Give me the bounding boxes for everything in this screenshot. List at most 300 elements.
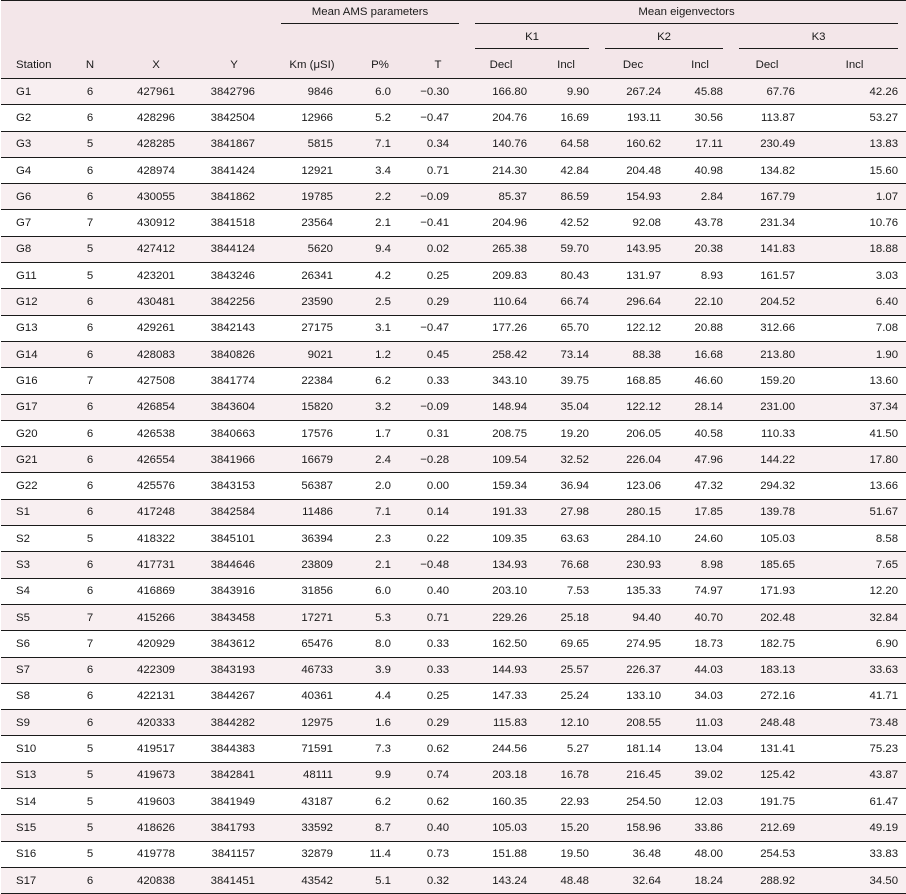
cell-t: 0.00 xyxy=(409,473,467,499)
cell-p: 2.1 xyxy=(351,552,409,578)
cell-k2-dec: 158.96 xyxy=(597,815,669,841)
k1-header: K1 xyxy=(467,28,597,52)
table-row xyxy=(1,683,906,709)
col-k2-incl: Incl xyxy=(669,52,731,79)
cell-station: S17 xyxy=(1,867,63,893)
cell-n: 6 xyxy=(63,657,117,683)
cell-k1-decl: 144.93 xyxy=(467,657,535,683)
cell-station: G2 xyxy=(1,105,63,131)
cell-k2-dec: 280.15 xyxy=(597,499,669,525)
cell-k1-decl: 109.54 xyxy=(467,447,535,473)
cell-station: S4 xyxy=(1,578,63,604)
cell-km: 56387 xyxy=(273,473,351,499)
cell-km: 43542 xyxy=(273,867,351,893)
cell-k3-decl: 167.79 xyxy=(731,184,803,210)
cell-k2-incl: 74.97 xyxy=(669,578,731,604)
cell-k1-incl: 36.94 xyxy=(535,473,597,499)
cell-n: 6 xyxy=(63,867,117,893)
cell-k2-dec: 135.33 xyxy=(597,578,669,604)
cell-k1-incl: 16.78 xyxy=(535,762,597,788)
cell-t: 0.71 xyxy=(409,157,467,183)
cell-k1-decl: 204.96 xyxy=(467,210,535,236)
cell-station: G20 xyxy=(1,420,63,446)
cell-k1-incl: 86.59 xyxy=(535,184,597,210)
cell-k1-decl: 177.26 xyxy=(467,315,535,341)
cell-x: 423201 xyxy=(117,263,195,289)
cell-x: 415266 xyxy=(117,604,195,630)
cell-p: 5.1 xyxy=(351,867,409,893)
cell-x: 427961 xyxy=(117,79,195,105)
cell-km: 22384 xyxy=(273,368,351,394)
table-row xyxy=(1,394,906,420)
cell-y: 3841966 xyxy=(195,447,273,473)
cell-km: 5815 xyxy=(273,131,351,157)
cell-k3-decl: 134.82 xyxy=(731,157,803,183)
cell-k1-incl: 64.58 xyxy=(535,131,597,157)
table-row xyxy=(1,263,906,289)
cell-k3-incl: 13.83 xyxy=(803,131,906,157)
cell-k2-incl: 17.85 xyxy=(669,499,731,525)
cell-k1-decl: 148.94 xyxy=(467,394,535,420)
cell-station: G6 xyxy=(1,184,63,210)
cell-k2-incl: 40.70 xyxy=(669,604,731,630)
col-x: X xyxy=(117,52,195,79)
cell-y: 3842584 xyxy=(195,499,273,525)
cell-k1-incl: 5.27 xyxy=(535,736,597,762)
cell-k2-incl: 20.38 xyxy=(669,236,731,262)
ams-table xyxy=(1,0,906,894)
cell-k1-decl: 147.33 xyxy=(467,683,535,709)
table-row xyxy=(1,473,906,499)
cell-k2-dec: 88.38 xyxy=(597,341,669,367)
cell-station: S2 xyxy=(1,526,63,552)
cell-p: 3.9 xyxy=(351,657,409,683)
cell-y: 3843153 xyxy=(195,473,273,499)
cell-k3-decl: 213.80 xyxy=(731,341,803,367)
cell-station: G3 xyxy=(1,131,63,157)
cell-p: 6.0 xyxy=(351,79,409,105)
cell-k1-decl: 151.88 xyxy=(467,841,535,867)
table-row xyxy=(1,867,906,893)
cell-n: 5 xyxy=(63,131,117,157)
cell-km: 27175 xyxy=(273,315,351,341)
cell-x: 427508 xyxy=(117,368,195,394)
cell-k1-incl: 63.63 xyxy=(535,526,597,552)
cell-n: 6 xyxy=(63,420,117,446)
cell-km: 40361 xyxy=(273,683,351,709)
cell-y: 3843193 xyxy=(195,657,273,683)
cell-n: 7 xyxy=(63,604,117,630)
table-row xyxy=(1,762,906,788)
cell-k2-dec: 193.11 xyxy=(597,105,669,131)
cell-p: 11.4 xyxy=(351,841,409,867)
cell-k1-incl: 32.52 xyxy=(535,447,597,473)
cell-k1-incl: 80.43 xyxy=(535,263,597,289)
cell-k3-decl: 125.42 xyxy=(731,762,803,788)
cell-km: 11486 xyxy=(273,499,351,525)
cell-k3-incl: 13.60 xyxy=(803,368,906,394)
cell-y: 3843246 xyxy=(195,263,273,289)
cell-n: 6 xyxy=(63,710,117,736)
table-row xyxy=(1,315,906,341)
cell-x: 428285 xyxy=(117,131,195,157)
col-k2-dec: Dec xyxy=(597,52,669,79)
cell-x: 420838 xyxy=(117,867,195,893)
cell-n: 7 xyxy=(63,631,117,657)
cell-x: 420929 xyxy=(117,631,195,657)
cell-p: 6.0 xyxy=(351,578,409,604)
cell-y: 3844267 xyxy=(195,683,273,709)
cell-t: 0.25 xyxy=(409,263,467,289)
cell-station: G11 xyxy=(1,263,63,289)
table-row xyxy=(1,841,906,867)
cell-k2-incl: 40.58 xyxy=(669,420,731,446)
cell-k3-incl: 51.67 xyxy=(803,499,906,525)
cell-y: 3844646 xyxy=(195,552,273,578)
cell-k1-incl: 39.75 xyxy=(535,368,597,394)
cell-k2-dec: 143.95 xyxy=(597,236,669,262)
cell-k3-decl: 212.69 xyxy=(731,815,803,841)
cell-n: 5 xyxy=(63,841,117,867)
cell-k1-incl: 15.20 xyxy=(535,815,597,841)
cell-k3-incl: 75.23 xyxy=(803,736,906,762)
cell-p: 8.7 xyxy=(351,815,409,841)
cell-k2-incl: 43.78 xyxy=(669,210,731,236)
cell-km: 17271 xyxy=(273,604,351,630)
cell-t: 0.22 xyxy=(409,526,467,552)
cell-t: 0.33 xyxy=(409,657,467,683)
cell-k2-dec: 204.48 xyxy=(597,157,669,183)
cell-km: 46733 xyxy=(273,657,351,683)
table-body xyxy=(1,79,906,894)
cell-t: 0.45 xyxy=(409,341,467,367)
cell-k1-decl: 166.80 xyxy=(467,79,535,105)
cell-y: 3841451 xyxy=(195,867,273,893)
cell-station: S8 xyxy=(1,683,63,709)
cell-t: −0.41 xyxy=(409,210,467,236)
cell-y: 3843604 xyxy=(195,394,273,420)
cell-station: G13 xyxy=(1,315,63,341)
cell-x: 419778 xyxy=(117,841,195,867)
cell-k1-incl: 59.70 xyxy=(535,236,597,262)
cell-station: S6 xyxy=(1,631,63,657)
col-y: Y xyxy=(195,52,273,79)
cell-k2-dec: 122.12 xyxy=(597,315,669,341)
cell-km: 23564 xyxy=(273,210,351,236)
cell-k2-incl: 8.98 xyxy=(669,552,731,578)
cell-k3-incl: 32.84 xyxy=(803,604,906,630)
cell-k2-dec: 226.04 xyxy=(597,447,669,473)
cell-x: 417731 xyxy=(117,552,195,578)
cell-t: 0.32 xyxy=(409,867,467,893)
cell-k1-decl: 214.30 xyxy=(467,157,535,183)
cell-n: 5 xyxy=(63,789,117,815)
cell-k2-incl: 46.60 xyxy=(669,368,731,394)
cell-k2-incl: 11.03 xyxy=(669,710,731,736)
cell-n: 6 xyxy=(63,315,117,341)
cell-k1-decl: 191.33 xyxy=(467,499,535,525)
cell-k3-decl: 159.20 xyxy=(731,368,803,394)
cell-k2-incl: 12.03 xyxy=(669,789,731,815)
k3-header: K3 xyxy=(731,28,906,52)
cell-station: G14 xyxy=(1,341,63,367)
cell-k3-decl: 183.13 xyxy=(731,657,803,683)
cell-k3-decl: 185.65 xyxy=(731,552,803,578)
cell-x: 426854 xyxy=(117,394,195,420)
cell-k2-incl: 45.88 xyxy=(669,79,731,105)
cell-x: 429261 xyxy=(117,315,195,341)
cell-y: 3844282 xyxy=(195,710,273,736)
cell-station: S14 xyxy=(1,789,63,815)
cell-y: 3841949 xyxy=(195,789,273,815)
cell-k1-decl: 143.24 xyxy=(467,867,535,893)
cell-k3-decl: 248.48 xyxy=(731,710,803,736)
cell-km: 16679 xyxy=(273,447,351,473)
cell-k3-decl: 294.32 xyxy=(731,473,803,499)
cell-t: 0.02 xyxy=(409,236,467,262)
cell-station: G16 xyxy=(1,368,63,394)
cell-y: 3840663 xyxy=(195,420,273,446)
cell-k1-decl: 209.83 xyxy=(467,263,535,289)
table-row xyxy=(1,604,906,630)
cell-k2-dec: 133.10 xyxy=(597,683,669,709)
cell-km: 9846 xyxy=(273,79,351,105)
cell-k3-decl: 182.75 xyxy=(731,631,803,657)
cell-p: 8.0 xyxy=(351,631,409,657)
cell-y: 3843458 xyxy=(195,604,273,630)
table-row xyxy=(1,210,906,236)
cell-k1-incl: 19.20 xyxy=(535,420,597,446)
cell-station: G1 xyxy=(1,79,63,105)
cell-k2-dec: 267.24 xyxy=(597,79,669,105)
cell-y: 3841862 xyxy=(195,184,273,210)
cell-t: −0.48 xyxy=(409,552,467,578)
cell-t: 0.71 xyxy=(409,604,467,630)
cell-k3-incl: 33.83 xyxy=(803,841,906,867)
table-row xyxy=(1,526,906,552)
cell-k2-incl: 2.84 xyxy=(669,184,731,210)
cell-k2-dec: 160.62 xyxy=(597,131,669,157)
cell-p: 7.1 xyxy=(351,499,409,525)
cell-t: 0.34 xyxy=(409,131,467,157)
group-ams-header: Mean AMS parameters xyxy=(273,1,467,29)
cell-k2-incl: 28.14 xyxy=(669,394,731,420)
cell-km: 23809 xyxy=(273,552,351,578)
cell-p: 7.1 xyxy=(351,131,409,157)
cell-k1-decl: 160.35 xyxy=(467,789,535,815)
cell-k2-incl: 24.60 xyxy=(669,526,731,552)
cell-x: 430912 xyxy=(117,210,195,236)
cell-k2-dec: 36.48 xyxy=(597,841,669,867)
cell-p: 7.3 xyxy=(351,736,409,762)
cell-station: G22 xyxy=(1,473,63,499)
cell-n: 5 xyxy=(63,263,117,289)
cell-x: 417248 xyxy=(117,499,195,525)
cell-k3-incl: 1.90 xyxy=(803,341,906,367)
cell-station: G7 xyxy=(1,210,63,236)
cell-station: S16 xyxy=(1,841,63,867)
cell-x: 427412 xyxy=(117,236,195,262)
cell-k3-decl: 288.92 xyxy=(731,867,803,893)
cell-k1-decl: 244.56 xyxy=(467,736,535,762)
cell-n: 6 xyxy=(63,447,117,473)
cell-k1-decl: 265.38 xyxy=(467,236,535,262)
cell-station: S3 xyxy=(1,552,63,578)
cell-k1-incl: 19.50 xyxy=(535,841,597,867)
cell-k3-decl: 110.33 xyxy=(731,420,803,446)
cell-k2-dec: 254.50 xyxy=(597,789,669,815)
cell-station: G17 xyxy=(1,394,63,420)
cell-x: 422131 xyxy=(117,683,195,709)
cell-km: 26341 xyxy=(273,263,351,289)
col-k1-decl: Decl xyxy=(467,52,535,79)
cell-km: 9021 xyxy=(273,341,351,367)
cell-k2-incl: 48.00 xyxy=(669,841,731,867)
cell-t: 0.40 xyxy=(409,578,467,604)
cell-k1-decl: 162.50 xyxy=(467,631,535,657)
cell-k1-decl: 159.34 xyxy=(467,473,535,499)
cell-x: 419517 xyxy=(117,736,195,762)
cell-k1-incl: 25.57 xyxy=(535,657,597,683)
cell-k2-incl: 47.32 xyxy=(669,473,731,499)
cell-k3-decl: 113.87 xyxy=(731,105,803,131)
cell-t: 0.29 xyxy=(409,289,467,315)
cell-n: 5 xyxy=(63,815,117,841)
table-row xyxy=(1,368,906,394)
cell-k1-decl: 203.10 xyxy=(467,578,535,604)
cell-x: 426538 xyxy=(117,420,195,446)
cell-n: 6 xyxy=(63,105,117,131)
cell-y: 3840826 xyxy=(195,341,273,367)
cell-t: −0.47 xyxy=(409,315,467,341)
cell-k1-incl: 65.70 xyxy=(535,315,597,341)
cell-n: 6 xyxy=(63,499,117,525)
cell-x: 428296 xyxy=(117,105,195,131)
cell-km: 12921 xyxy=(273,157,351,183)
cell-k2-dec: 94.40 xyxy=(597,604,669,630)
cell-k1-incl: 25.18 xyxy=(535,604,597,630)
cell-p: 6.2 xyxy=(351,789,409,815)
cell-k3-incl: 34.50 xyxy=(803,867,906,893)
table-row xyxy=(1,420,906,446)
cell-km: 12975 xyxy=(273,710,351,736)
cell-k2-dec: 32.64 xyxy=(597,867,669,893)
col-k3-decl: Decl xyxy=(731,52,803,79)
col-t: T xyxy=(409,52,467,79)
cell-k3-incl: 41.50 xyxy=(803,420,906,446)
cell-p: 2.1 xyxy=(351,210,409,236)
cell-k3-incl: 6.40 xyxy=(803,289,906,315)
cell-k1-incl: 25.24 xyxy=(535,683,597,709)
cell-y: 3844124 xyxy=(195,236,273,262)
cell-k3-decl: 231.34 xyxy=(731,210,803,236)
cell-km: 19785 xyxy=(273,184,351,210)
col-n: N xyxy=(63,52,117,79)
cell-k3-decl: 144.22 xyxy=(731,447,803,473)
cell-k2-incl: 39.02 xyxy=(669,762,731,788)
cell-k1-decl: 203.18 xyxy=(467,762,535,788)
cell-t: 0.73 xyxy=(409,841,467,867)
cell-k2-dec: 274.95 xyxy=(597,631,669,657)
cell-k3-decl: 141.83 xyxy=(731,236,803,262)
cell-k2-dec: 168.85 xyxy=(597,368,669,394)
table-row xyxy=(1,815,906,841)
cell-n: 7 xyxy=(63,210,117,236)
cell-k1-incl: 69.65 xyxy=(535,631,597,657)
cell-t: −0.09 xyxy=(409,394,467,420)
cell-k2-incl: 13.04 xyxy=(669,736,731,762)
cell-k2-incl: 30.56 xyxy=(669,105,731,131)
cell-k3-decl: 204.52 xyxy=(731,289,803,315)
cell-k3-decl: 171.93 xyxy=(731,578,803,604)
col-k3-incl: Incl xyxy=(803,52,906,79)
cell-k2-incl: 47.96 xyxy=(669,447,731,473)
cell-k2-dec: 122.12 xyxy=(597,394,669,420)
cell-k1-decl: 85.37 xyxy=(467,184,535,210)
table-row xyxy=(1,131,906,157)
cell-n: 6 xyxy=(63,184,117,210)
cell-km: 36394 xyxy=(273,526,351,552)
cell-n: 7 xyxy=(63,368,117,394)
cell-station: G12 xyxy=(1,289,63,315)
table-row xyxy=(1,631,906,657)
cell-k3-incl: 7.65 xyxy=(803,552,906,578)
cell-k3-incl: 6.90 xyxy=(803,631,906,657)
cell-km: 5620 xyxy=(273,236,351,262)
cell-k1-decl: 140.76 xyxy=(467,131,535,157)
cell-p: 4.4 xyxy=(351,683,409,709)
cell-x: 419603 xyxy=(117,789,195,815)
cell-x: 418626 xyxy=(117,815,195,841)
cell-k1-incl: 76.68 xyxy=(535,552,597,578)
cell-k2-incl: 18.24 xyxy=(669,867,731,893)
cell-x: 428974 xyxy=(117,157,195,183)
cell-k3-incl: 13.66 xyxy=(803,473,906,499)
cell-k2-incl: 16.68 xyxy=(669,341,731,367)
cell-k3-incl: 49.19 xyxy=(803,815,906,841)
cell-p: 5.2 xyxy=(351,105,409,131)
cell-k3-incl: 18.88 xyxy=(803,236,906,262)
cell-k1-incl: 12.10 xyxy=(535,710,597,736)
cell-k2-dec: 208.55 xyxy=(597,710,669,736)
cell-x: 420333 xyxy=(117,710,195,736)
cell-x: 430481 xyxy=(117,289,195,315)
table-row xyxy=(1,79,906,105)
cell-k3-decl: 254.53 xyxy=(731,841,803,867)
col-k1-incl: Incl xyxy=(535,52,597,79)
cell-k2-dec: 296.64 xyxy=(597,289,669,315)
cell-k1-incl: 66.74 xyxy=(535,289,597,315)
cell-k3-decl: 139.78 xyxy=(731,499,803,525)
cell-k2-incl: 18.73 xyxy=(669,631,731,657)
cell-k1-incl: 27.98 xyxy=(535,499,597,525)
cell-km: 17576 xyxy=(273,420,351,446)
cell-y: 3842143 xyxy=(195,315,273,341)
group-eigenvectors-header: Mean eigenvectors xyxy=(467,1,906,29)
cell-n: 6 xyxy=(63,289,117,315)
cell-station: G4 xyxy=(1,157,63,183)
cell-k3-incl: 8.58 xyxy=(803,526,906,552)
cell-t: 0.33 xyxy=(409,368,467,394)
cell-n: 6 xyxy=(63,394,117,420)
cell-station: S15 xyxy=(1,815,63,841)
cell-p: 2.3 xyxy=(351,526,409,552)
cell-y: 3841424 xyxy=(195,157,273,183)
cell-x: 425576 xyxy=(117,473,195,499)
cell-y: 3842841 xyxy=(195,762,273,788)
table-row xyxy=(1,578,906,604)
cell-x: 428083 xyxy=(117,341,195,367)
